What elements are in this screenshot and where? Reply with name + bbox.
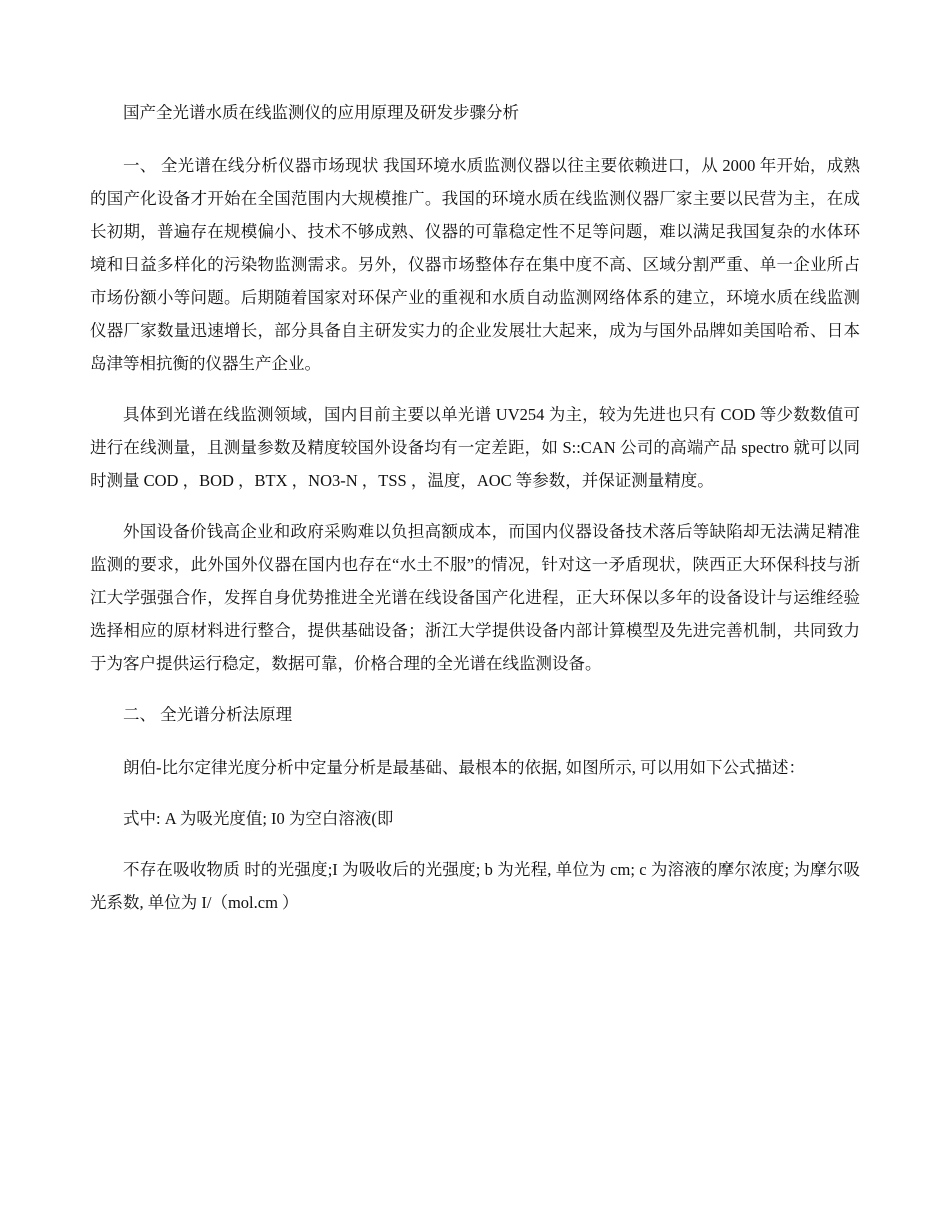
paragraph-formula-where: 式中: A 为吸光度值; I0 为空白溶液(即 — [123, 809, 394, 828]
document-title: 国产全光谱水质在线监测仪的应用原理及研发步骤分析 — [123, 103, 519, 122]
paragraph-spectral-domain: 具体到光谱在线监测领域，国内目前主要以单光谱 UV254 为主，较为先进也只有 COD 等少数数值可进行在线测量，且测量参数及精度较国外设备均有一定差距，如 S::CAN 公司的高端产品 spectro 就可以同时测量 COD ，BOD ，BTX ，NO3-N ，TSS ，温度，AOC 等参数，并保证测量精度。 — [90, 405, 860, 490]
paragraph-formula-variables: 不存在吸收物质 时的光强度;I 为吸收后的光强度; b 为光程, 单位为 cm; c 为溶液的摩尔浓度; 为摩尔吸光系数, 单位为 I/（mol.cm ） — [90, 860, 860, 912]
section-heading-principle: 二、 全光谱分析法原理 — [123, 705, 293, 724]
paragraph-market-status: 一、 全光谱在线分析仪器市场现状 我国环境水质监测仪器以往主要依赖进口，从 2000 年开始，成熟的国产化设备才开始在全国范围内大规模推广。我国的环境水质在线监测仪器厂家主要以民营为主，在成长初期，普遍存在规模偏小、技术不够成熟、仪器的可靠稳定性不足等问题，难以满足我国复杂的水体环境和日益多样化的污染物监测需求。另外，仪器市场整体存在集中度不高、区域分割严重、单一企业所占市场份额小等问题。后期随着国家对环保产业的重视和水质自动监测网络体系的建立，环境水质在线监测仪器厂家数量迅速增长，部分具备自主研发实力的企业发展壮大起来，成为与国外品牌如美国哈希、日本岛津等相抗衡的仪器生产企业。 — [90, 156, 860, 373]
paragraph-cooperation: 外国设备价钱高企业和政府采购难以负担高额成本，而国内仪器设备技术落后等缺陷却无法满足精准监测的要求，此外国外仪器在国内也存在“水土不服”的情况，针对这一矛盾现状，陕西正大环保科技与浙江大学强强合作，发挥自身优势推进全光谱在线设备国产化进程，正大环保以多年的设备设计与运维经验选择相应的原材料进行整合，提供基础设备；浙江大学提供设备内部计算模型及先进完善机制，共同致力于为客户提供运行稳定，数据可靠，价格合理的全光谱在线监测设备。 — [90, 522, 860, 673]
document-body — [90, 96, 860, 937]
paragraph-beer-lambert: 朗伯-比尔定律光度分析中定量分析是最基础、最根本的依据, 如图所示, 可以用如下公式描述： — [123, 758, 805, 777]
